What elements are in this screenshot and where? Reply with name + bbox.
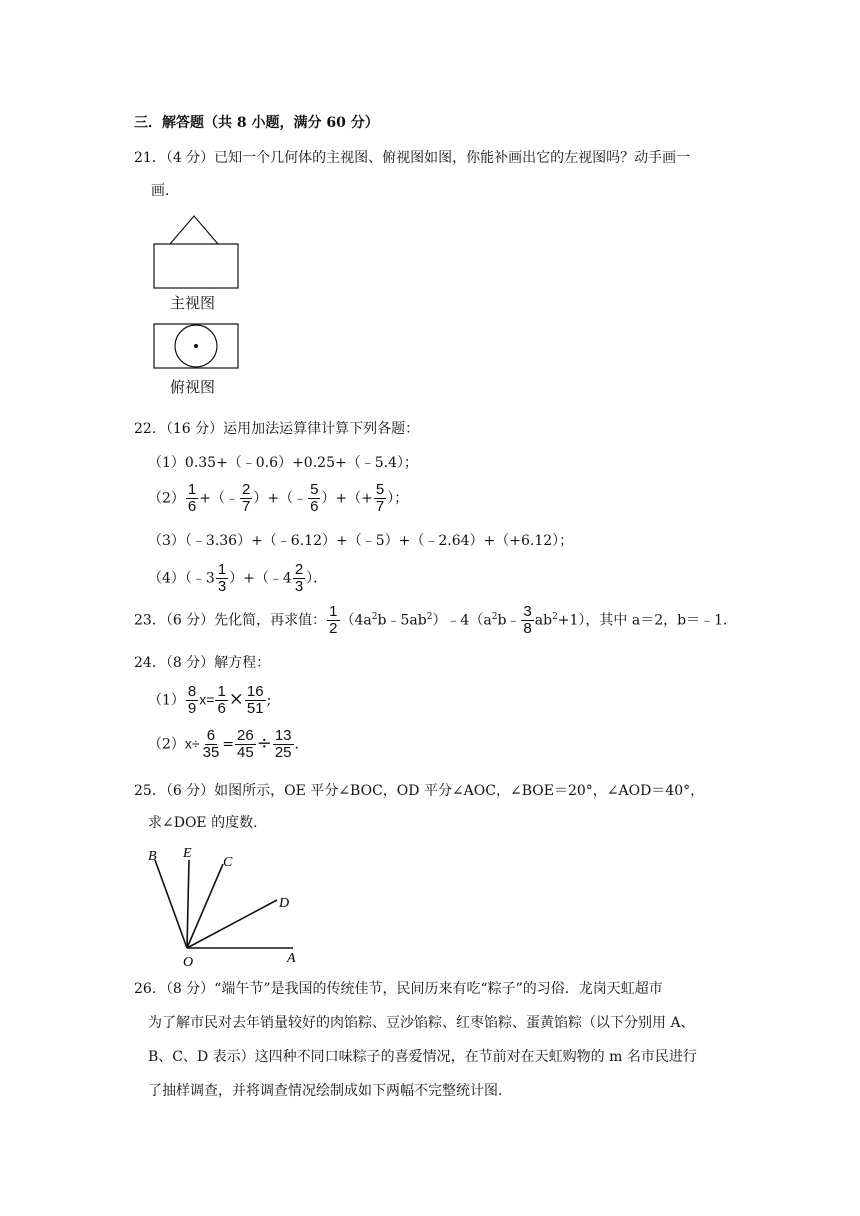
q26-text-line2: 为了解市民对去年销量较好的肉馅粽、豆沙馅粽、红枣馅粽、蛋黄馅粽（以下分别用 A、 xyxy=(148,1015,695,1031)
q24-part1: （1） $\frac{8}{9}$ x= $\frac{1}{6}$ × $\frac{16}{51}$ ; xyxy=(148,683,272,717)
point-label-a: A xyxy=(287,951,296,966)
fraction: $\frac{2}{3}$ xyxy=(294,561,304,595)
q22-part2: （2） $\frac{1}{6}$ +（﹣ $\frac{2}{7}$ ）+（﹣ $\frac{5}{6}$ ）+（+ $\frac{5}{7}$ ）； xyxy=(148,481,409,515)
q24-intro: 24．（8 分）解方程： xyxy=(134,655,271,671)
front-view-label: 主视图 xyxy=(170,294,216,312)
fraction: $\frac{1}{6}$ xyxy=(217,683,226,717)
fraction: $\frac{16}{51}$ xyxy=(246,683,264,717)
top-view-label: 俯视图 xyxy=(170,378,216,396)
q24-part2: （2）x÷ $\frac{6}{35}$ = $\frac{26}{45}$ ÷ $\frac{13}{25}$ . xyxy=(148,727,299,761)
section-title: 三．解答题（共 8 小题，满分 60 分） xyxy=(134,115,379,131)
q26-text-line1: 26．（8 分）“端午节”是我国的传统佳节，民间历来有吃“粽子”的习俗．龙岗天虹超市 xyxy=(134,981,663,997)
point-label-d: D xyxy=(279,896,290,911)
fraction: $\frac{1}{3}$ xyxy=(217,561,227,595)
q26-text-line3: B、C、D 表示）这四种不同口味粽子的喜爱情况，在节前对在天虹购物的 m 名市民进行 xyxy=(148,1049,697,1065)
q25-text-line1: 25．（6 分）如图所示，OE 平分∠BOC，OD 平分∠AOC，∠BOE＝20°，∠AOD＝40°， xyxy=(134,783,705,799)
fraction: $\frac{1}{2}$ xyxy=(329,603,338,637)
fraction: $\frac{8}{9}$ xyxy=(187,683,197,717)
fraction: $\frac{5}{6}$ xyxy=(310,481,319,515)
q22-part1: （1）0.35+（﹣0.6）+0.25+（﹣5.4）； xyxy=(148,455,418,471)
top-view-drawing xyxy=(154,324,238,368)
fraction: $\frac{3}{8}$ xyxy=(523,603,532,637)
fraction: $\frac{2}{7}$ xyxy=(242,481,251,515)
fraction: $\frac{26}{45}$ xyxy=(237,727,254,761)
point-label-b: B xyxy=(148,849,157,864)
q25-text-line2: 求∠DOE 的度数． xyxy=(148,815,268,831)
point-label-e: E xyxy=(183,846,192,861)
fraction: $\frac{13}{25}$ xyxy=(274,727,292,761)
q22-intro: 22．（16 分）运用加法运算律计算下列各题： xyxy=(134,421,420,437)
point-label-o: O xyxy=(183,955,194,970)
q26-text-line4: 了抽样调查，并将调查情况绘制成如下两幅不完整统计图． xyxy=(148,1083,512,1099)
q22-part3: （3）（﹣3.36）+（﹣6.12）+（﹣5）+（﹣2.64）+（+6.12）； xyxy=(148,533,574,549)
q21-text-line1: 21．（4 分）已知一个几何体的主视图、俯视图如图，你能补画出它的左视图吗？动手画一 xyxy=(134,150,691,166)
fraction: $\frac{6}{35}$ xyxy=(202,727,220,761)
q21-text-line2: 画． xyxy=(151,183,179,199)
q23-text: 23．（6 分）先化简，再求值： $\frac{1}{2}$ $(4a^2b﹣5ab^2)﹣4(a^2b﹣$ $\frac{3}{8}$ $ab^2+1$），其中 a＝2，b＝﹣1． xyxy=(134,603,738,637)
fraction: $\frac{1}{6}$ xyxy=(187,481,197,515)
point-label-c: C xyxy=(223,855,233,870)
angle-figure xyxy=(143,842,303,970)
front-view-drawing xyxy=(154,216,238,288)
q22-part4: （4）（﹣3 $\frac{1}{3}$ ）+（﹣4 $\frac{2}{3}$ ）． xyxy=(148,561,328,595)
fraction: $\frac{5}{7}$ xyxy=(375,481,385,515)
